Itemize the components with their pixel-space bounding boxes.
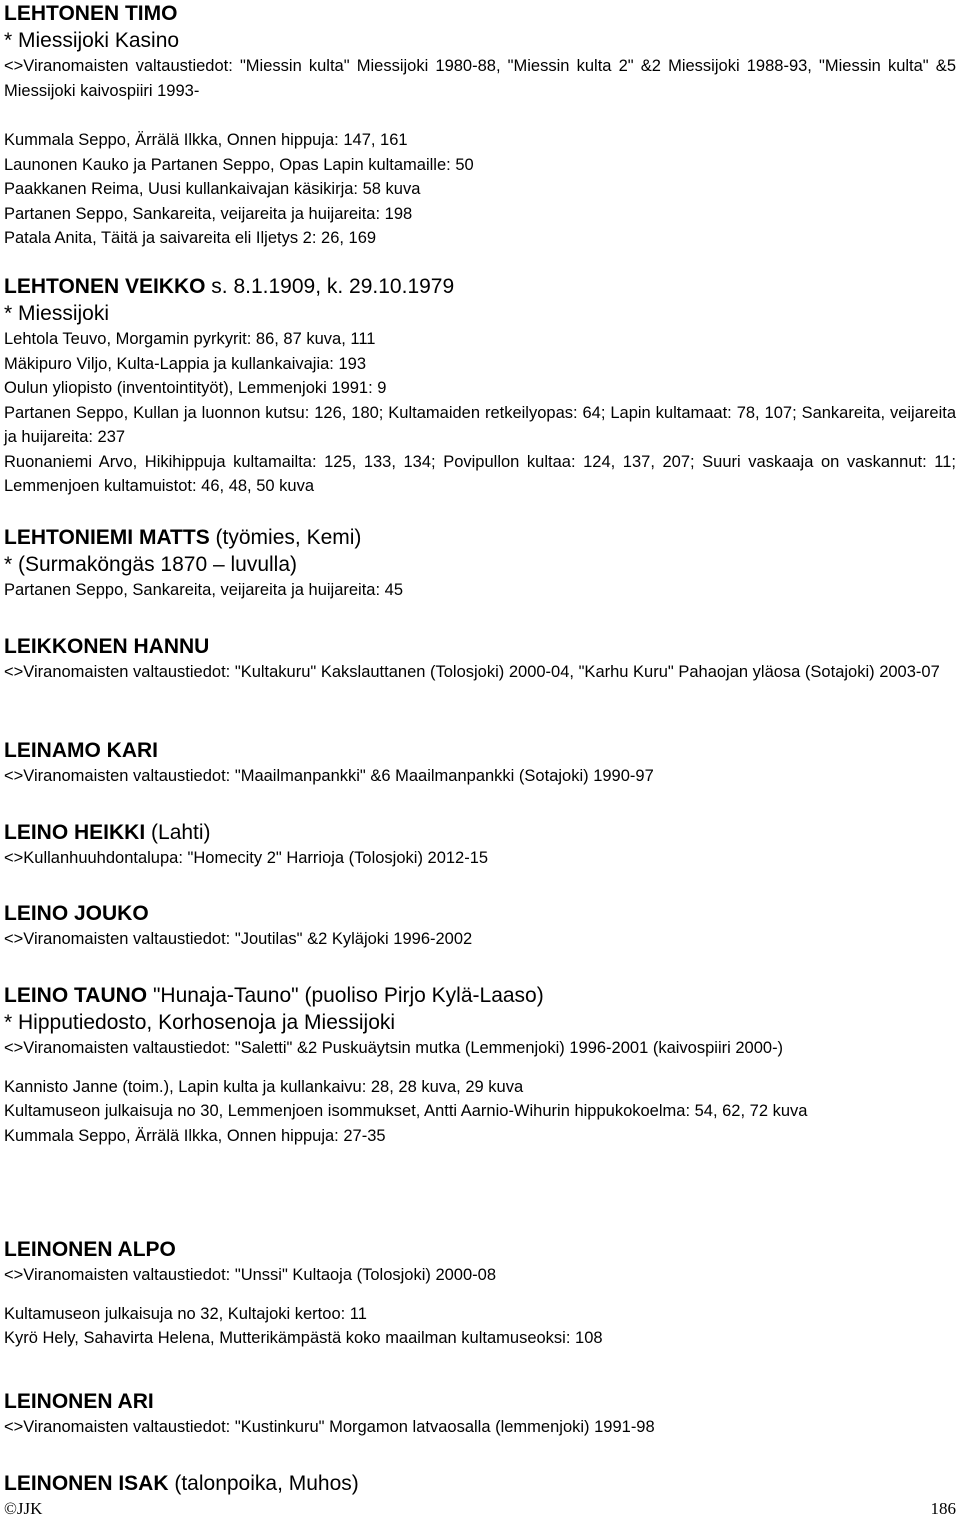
copyright-mark: ©JJK xyxy=(4,1499,43,1518)
page-footer xyxy=(4,1499,956,1519)
entry-name: LEHTONIEMI MATTS (työmies, Kemi) xyxy=(4,526,362,549)
claim-line: <>Kullanhuuhdontalupa: "Homecity 2" Harrioja (Tolosjoki) 2012-15 xyxy=(4,849,489,867)
entry-location: * Miessijoki xyxy=(4,302,110,325)
reference-line: Partanen Seppo, Sankareita, veijareita ja huijareita: 198 xyxy=(4,204,413,223)
reference-line: Kultamuseon julkaisuja no 32, Kultajoki kertoo: 11 xyxy=(4,1304,367,1323)
reference-line: Partanen Seppo, Sankareita, veijareita ja huijareita: 45 xyxy=(4,581,404,599)
claim-line: <>Viranomaisten valtaustiedot: "Joutilas" &2 Kyläjoki 1996-2002 xyxy=(4,930,473,948)
claim-line: <>Viranomaisten valtaustiedot: "Unssi" Kultaoja (Tolosjoki) 2000-08 xyxy=(4,1266,497,1284)
reference-line: Lehtola Teuvo, Morgamin pyrkyrit: 86, 87 kuva, 111 xyxy=(4,330,376,348)
claim-line: <>Viranomaisten valtaustiedot: "Maailmanpankki" &6 Maailmanpankki (Sotajoki) 1990-97 xyxy=(4,767,654,785)
entry-location: * Miessijoki Kasino xyxy=(4,29,180,52)
entry-location: * (Surmaköngäs 1870 – luvulla) xyxy=(4,553,297,576)
reference-line: Kummala Seppo, Ärrälä Ilkka, Onnen hippuja: 27-35 xyxy=(4,1126,386,1145)
reference-line: Kummala Seppo, Ärrälä Ilkka, Onnen hippuja: 147, 161 xyxy=(4,131,408,149)
entry-lehtoniemi-matts xyxy=(4,524,956,603)
reference-line: Patala Anita, Täitä ja saivareita eli Iljetys 2: 26, 169 xyxy=(4,229,377,247)
entry-leikkonen-hannu xyxy=(4,633,956,685)
entry-leinonen-alpo xyxy=(4,1236,956,1351)
reference-line: Partanen Seppo, Kullan ja luonnon kutsu: 126, 180; Kultamaiden retkeilyopas: 64; Lapin kultamaat: 78, 107; Sankareita, veijareita ja huijareita: 237 xyxy=(4,403,956,446)
reference-line: Kyrö Hely, Sahavirta Helena, Mutterikämpästä koko maailman kultamuseoksi: 108 xyxy=(4,1329,603,1347)
entry-name: LEINO HEIKKI (Lahti) xyxy=(4,821,211,844)
reference-line: Ruonaniemi Arvo, Hikihippuja kultamailta: 125, 133, 134; Povipullon kultaa: 124, 137, 207; Suuri vaskaaja on vaskannut: 11; Lemmenjoen kultamuistot: 46, 48, 50 kuva xyxy=(4,452,956,495)
entry-leino-tauno xyxy=(4,982,956,1148)
entry-name: LEHTONEN VEIKKO s. 8.1.1909, k. 29.10.1979 xyxy=(4,275,455,298)
entry-leinonen-ari xyxy=(4,1388,956,1440)
entry-leino-heikki xyxy=(4,819,956,871)
entry-name: LEINAMO KARI xyxy=(4,739,158,762)
reference-line: Launonen Kauko ja Partanen Seppo, Opas Lapin kultamaille: 50 xyxy=(4,155,474,174)
entry-leinamo-kari xyxy=(4,737,956,789)
entry-lehtonen-timo xyxy=(4,0,956,251)
claim-line: <>Viranomaisten valtaustiedot: "Kustinkuru" Morgamon latvaosalla (lemmenjoki) 1991-98 xyxy=(4,1418,655,1436)
reference-line: Kannisto Janne (toim.), Lapin kulta ja kullankaivu: 28, 28 kuva, 29 kuva xyxy=(4,1077,524,1096)
reference-line: Oulun yliopisto (inventointityöt), Lemmenjoki 1991: 9 xyxy=(4,379,387,397)
claim-line: <>Viranomaisten valtaustiedot: "Saletti" &2 Puskuäytsin mutka (Lemmenjoki) 1996-2001 (kaivospiiri 2000-) xyxy=(4,1039,784,1057)
entry-name: LEHTONEN TIMO xyxy=(4,2,178,25)
entry-name: LEINONEN ISAK (talonpoika, Muhos) xyxy=(4,1472,359,1495)
reference-line: Mäkipuro Viljo, Kulta-Lappia ja kullankaivajia: 193 xyxy=(4,354,366,373)
claim-line: <>Viranomaisten valtaustiedot: "Miessin kulta" Miessijoki 1980-88, "Miessin kulta 2" &2 Miessijoki 1988-93, "Miessin kulta" &5 Miessijoki kaivospiiri 1993- xyxy=(4,57,956,100)
claim-line: <>Viranomaisten valtaustiedot: "Kultakuru" Kakslauttanen (Tolosjoki) 2000-04, "Karhu Kuru" Pahaojan yläosa (Sotajoki) 2003-07 xyxy=(4,663,940,681)
entry-name: LEINONEN ARI xyxy=(4,1390,154,1413)
reference-line: Kultamuseon julkaisuja no 30, Lemmenjoen isommukset, Antti Aarnio-Wihurin hippukokoelma: 54, 62, 72 kuva xyxy=(4,1102,808,1120)
entry-name: LEINO JOUKO xyxy=(4,902,149,925)
entry-lehtonen-veikko xyxy=(4,273,956,499)
entry-name: LEINO TAUNO "Hunaja-Tauno" (puoliso Pirjo Kylä-Laaso) xyxy=(4,984,544,1007)
entry-leino-jouko xyxy=(4,900,956,952)
entry-leinonen-isak xyxy=(4,1470,956,1497)
reference-line: Paakkanen Reima, Uusi kullankaivajan käsikirja: 58 kuva xyxy=(4,180,421,198)
page-number: 186 xyxy=(930,1499,956,1518)
entry-name: LEIKKONEN HANNU xyxy=(4,635,210,658)
entry-name: LEINONEN ALPO xyxy=(4,1238,176,1261)
entry-location: * Hipputiedosto, Korhosenoja ja Miessijoki xyxy=(4,1011,396,1034)
